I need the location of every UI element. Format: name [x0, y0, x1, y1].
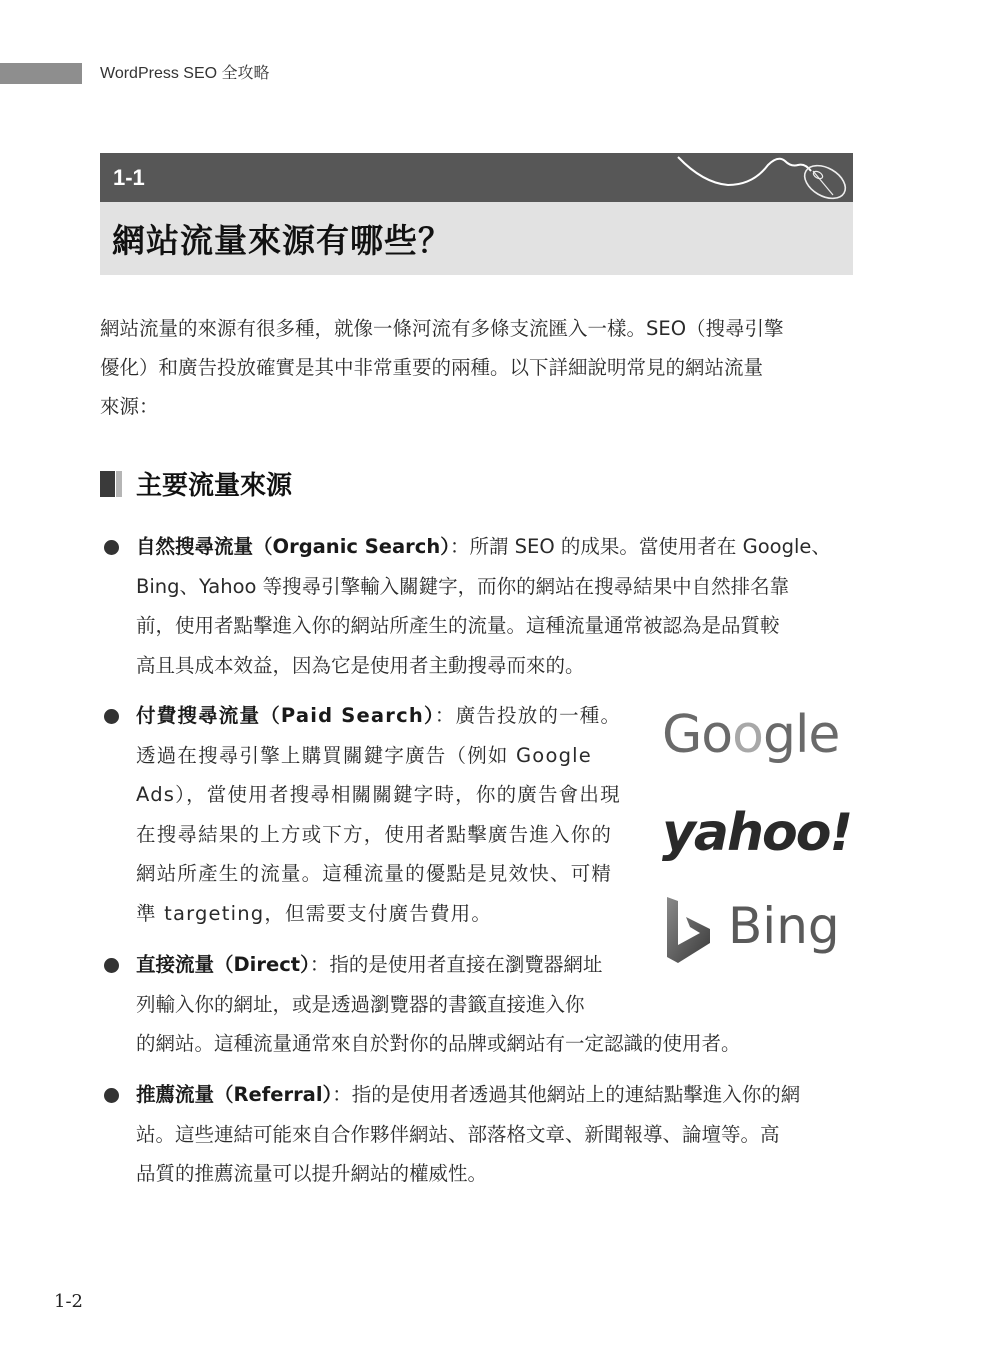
intro-line: 優化）和廣告投放確實是其中非常重要的兩種。以下詳細說明常見的網站流量 — [100, 356, 764, 379]
list-item-text: 高且具成本效益，因為它是使用者主動搜尋而來的。 — [136, 653, 585, 677]
list-item-paid-search — [100, 696, 640, 933]
list-item-text: 品質的推薦流量可以提升網站的權威性。 — [136, 1162, 488, 1185]
list-item-text: Bing、Yahoo 等搜尋引擎輸入關鍵字，而你的網站在搜尋結果中自然排名靠 — [136, 574, 790, 598]
bullet-icon — [104, 958, 119, 973]
google-logo: Google — [662, 705, 840, 765]
list-item-text: Ads），當使用者搜尋相關關鍵字時，你的廣告會出現 — [136, 783, 621, 806]
section-title: 網站流量來源有哪些？ — [112, 221, 452, 260]
intro-line: 來源： — [100, 395, 159, 418]
list-item-text: 的網站。這種流量通常來自於對你的品牌或網站有一定認識的使用者。 — [136, 1032, 741, 1055]
list-item-text: ：所謂 SEO 的成果。當使用者在 Google、 — [449, 535, 831, 558]
yahoo-logo: yahoo! — [662, 803, 852, 863]
subheading-text: 主要流量來源 — [136, 471, 293, 501]
intro-paragraph — [100, 309, 860, 426]
intro-line: 網站流量的來源有很多種，就像一條河流有多條支流匯入一樣。SEO（搜尋引擎 — [100, 317, 784, 340]
list-item-text: 在搜尋結果的上方或下方，使用者點擊廣告進入你的 — [136, 822, 613, 846]
list-item-text: ：指的是使用者直接在瀏覽器網址 — [309, 953, 603, 976]
list-item-term: 付費搜尋流量（Paid Search） — [136, 704, 435, 727]
list-item-text: ：指的是使用者透過其他網站上的連結點擊進入你的網 — [332, 1083, 801, 1106]
list-item-direct — [100, 945, 860, 1064]
list-item-text: 準 targeting，但需要支付廣告費用。 — [136, 901, 493, 925]
section-heading-box — [100, 153, 853, 275]
page-number: 1-2 — [54, 1291, 83, 1312]
running-header-title: WordPress SEO 全攻略 — [100, 65, 270, 82]
list-item-referral — [100, 1075, 860, 1194]
section-number: 1-1 — [113, 165, 145, 190]
list-item-term: 自然搜尋流量（Organic Search） — [136, 535, 450, 558]
bullet-icon — [104, 540, 119, 555]
list-item-text: 透過在搜尋引擎上購買關鍵字廣告（例如 Google — [136, 743, 592, 767]
list-item-text: 前，使用者點擊進入你的網站所產生的流量。這種流量通常被認為是品質較 — [136, 614, 780, 637]
list-item-term: 推薦流量（Referral） — [136, 1083, 333, 1106]
list-item-term: 直接流量（Direct） — [136, 953, 310, 976]
list-item-text: 網站所產生的流量。這種流量的優點是見效快、可精 — [136, 862, 613, 885]
list-item-text: 站。這些連結可能來自合作夥伴網站、部落格文章、新聞報導、論壇等。高 — [136, 1122, 780, 1146]
computer-mouse-icon — [673, 153, 853, 202]
list-item-text: ：廣告投放的一種。 — [434, 704, 622, 727]
running-header-bar — [0, 63, 82, 84]
list-item-organic-search — [100, 527, 860, 685]
search-engine-logos — [660, 705, 860, 975]
section-number-bar — [100, 153, 853, 202]
subheading-marker-icon — [100, 471, 124, 497]
bullet-icon — [104, 709, 119, 724]
bing-logo: Bing — [664, 895, 864, 965]
bullet-icon — [104, 1088, 119, 1103]
list-item-text: 列輸入你的網址，或是透過瀏覽器的書籤直接進入你 — [136, 992, 585, 1016]
section-title-bar — [100, 202, 853, 275]
subheading — [100, 465, 292, 502]
